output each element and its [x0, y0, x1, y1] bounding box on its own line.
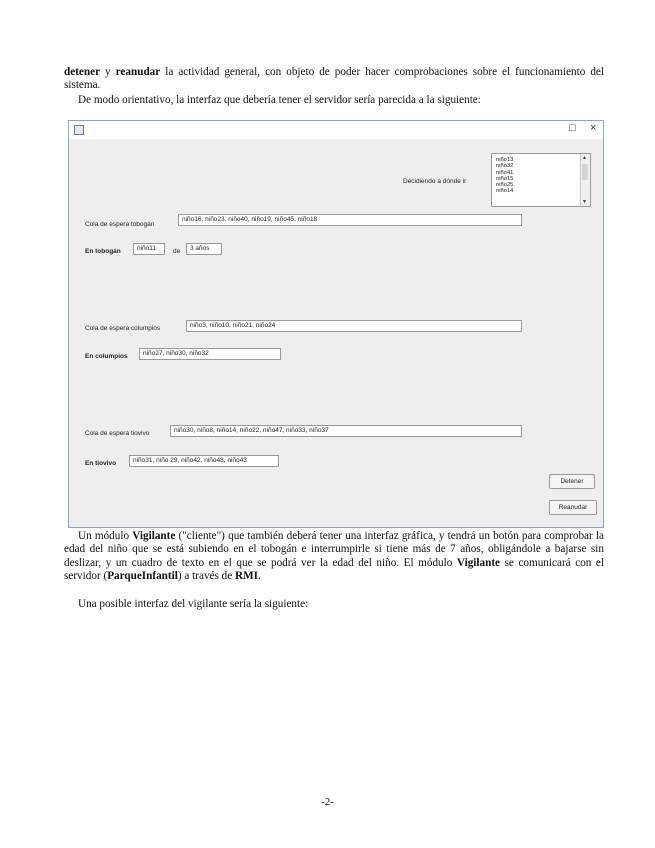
- server-window: [68, 120, 604, 528]
- reanudar-keyword: reanudar: [115, 66, 161, 78]
- close-icon[interactable]: ×: [590, 122, 597, 134]
- tobogan-child-field[interactable]: niño11: [133, 243, 165, 255]
- java-app-icon: [74, 125, 84, 135]
- detener-keyword: detener: [64, 66, 101, 78]
- orientation-paragraph: De modo orientativo, la interfaz que debería tener el servidor sería parecida a la siguiente:: [78, 94, 481, 106]
- tobogan-current-label: En tobogán: [85, 248, 121, 255]
- tiovivo-queue-label: Cola de espera tiovivo: [85, 430, 150, 437]
- tiovivo-queue-field[interactable]: niño30, niño8, niño14, niño22, niño47, niño33, niño37: [170, 425, 522, 437]
- deciding-label: Decidiendo a dónde ir: [403, 178, 467, 185]
- list-scrollbar[interactable]: [580, 154, 590, 206]
- tobogan-queue-field[interactable]: niño16, niño23, niño40, niño19, niño45, niño18: [178, 214, 522, 226]
- de-label: de: [173, 248, 181, 255]
- list-item[interactable]: niño13: [496, 157, 514, 163]
- tiovivo-current-field[interactable]: niño31, niño 29, niño42, niño48, niño43: [129, 455, 279, 467]
- tobogan-queue-label: Cola de espera tobogán: [85, 221, 155, 228]
- columpios-queue-field[interactable]: niño3, niño10, niño21, niño24: [186, 320, 522, 332]
- scroll-up-icon[interactable]: ▲: [582, 155, 587, 161]
- reanudar-button[interactable]: Reanudar: [549, 500, 597, 515]
- vigilante-paragraph: Un módulo Vigilante ("cliente") que también deberá tener una interfaz gráfica, y tendrá un botón para comprobar la edad del niño que se está subiendo en el tobogán e interrumpirle si tiene más de 7 años, obligándole a bajarse sin deslizar, y un cuadro de texto en el que se podrá ver la edad del niño. El módulo Vigilante se comunicará con el servidor (ParqueInfantil) a través de RMI.: [64, 530, 605, 583]
- tiovivo-current-label: En tiovivo: [85, 460, 117, 467]
- vigilante-interface-paragraph: Una posible interfaz del vigilante sería la siguiente:: [78, 598, 309, 610]
- page-number: -2-: [321, 796, 334, 808]
- columpios-queue-label: Cola de espera columpios: [85, 325, 161, 332]
- window-titlebar: [69, 121, 603, 139]
- list-item[interactable]: niño15: [496, 175, 514, 182]
- list-item[interactable]: niño14: [496, 188, 514, 195]
- list-item[interactable]: niño32: [496, 163, 514, 170]
- columpios-current-field[interactable]: niño27, niño30, niño32: [139, 348, 281, 360]
- list-item[interactable]: niño25: [496, 182, 514, 189]
- columpios-current-label: En columpios: [85, 353, 128, 360]
- maximize-icon[interactable]: □: [569, 122, 576, 134]
- detener-button[interactable]: Detener: [549, 474, 595, 489]
- scroll-down-icon[interactable]: ▼: [582, 199, 587, 205]
- list-item[interactable]: niño41: [496, 169, 514, 176]
- scroll-thumb[interactable]: [582, 164, 588, 180]
- tobogan-age-field[interactable]: 3 años: [186, 243, 222, 255]
- deciding-list[interactable]: [491, 153, 591, 207]
- intro-paragraph: detener y reanudar la actividad general, con objeto de poder hacer comprobaciones sobre el funcionamiento del sistema.: [64, 66, 605, 92]
